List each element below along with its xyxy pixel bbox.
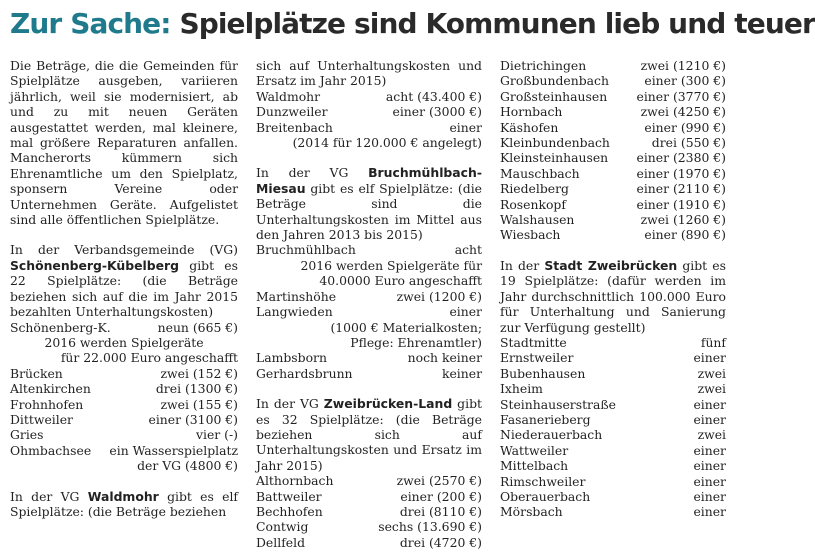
vg-name: Stadt Zweibrücken [544, 257, 678, 273]
list-item: Contwig sechs (13.690 €) [256, 519, 482, 535]
list-item: Altenkirchen drei (1300 €) [10, 381, 238, 397]
list-item: Battweiler einer (200 €) [256, 488, 482, 504]
headline [10, 2, 815, 46]
list-item: Dellfeld drei (4720 €) [256, 534, 482, 550]
list-item: Wattweiler einer [500, 442, 726, 458]
list-item: Ernstweiler einer [500, 350, 726, 366]
list-note: (2014 für 120.000 € angelegt) [292, 135, 482, 151]
list-item: Oberauerbach einer [500, 488, 726, 504]
list-item: Waldmohr acht (43.400 €) [256, 88, 482, 104]
list-item: Kleinsteinhausen einer (2380 €) [500, 150, 726, 166]
list-item: Frohnhofen zwei (155 €) [10, 396, 238, 412]
list-item: Martinshöhe zwei (1200 €) [256, 288, 482, 304]
list-item: Steinhauserstraße einer [500, 396, 726, 412]
list-item: Stadtmitte fünf [500, 334, 726, 350]
list-item: Brücken zwei (152 €) [10, 365, 238, 381]
vg-waldmohr-continued: sich auf Unterhaltungskosten und Ersatz im Jahr 2015) [256, 58, 482, 89]
vg-schoenenberg-intro: In der Verbandsgemeinde (VG) Schönenberg-Kübelberg gibt es 22 Spielplätze: (die Beträge beziehen sich auf die im Jahr 2015 bezahlten Unterhaltungskosten) [10, 242, 238, 320]
list-item: Fasanerieberg einer [500, 411, 726, 427]
column-2 [256, 58, 482, 550]
list-item: Dietrichingen zwei (1210 €) [500, 58, 726, 73]
vg-name: Schönenberg-Kübelberg [10, 257, 180, 273]
list-item: Großsteinhausen einer (3770 €) [500, 88, 726, 104]
list-item: Bechhofen drei (8110 €) [256, 503, 482, 519]
vg-name: Bruchmühlbach-Miesau [256, 165, 482, 196]
vg-bruchmuehlbach-intro: In der VG Bruchmühlbach-Miesau gibt es elf Spielplätze: (die Beträge sind die Unterhaltungskosten im Mittel aus den Jahren 2013 bis 2015) [256, 165, 482, 243]
vg-zweibruecken-land-intro: In der VG Zweibrücken-Land gibt es 32 Spielplätze: (die Beträge beziehen sich auf Unterhaltungskosten und Ersatz im Jahr 2015) [256, 396, 482, 473]
stadt-zweibruecken-intro: In der Stadt Zweibrücken gibt es 19 Spielplätze: (dafür werden im Jahr durchschnittlich 100.000 Euro für Unterhaltung und Sanierung zur Verfügung gestellt) [500, 257, 726, 335]
list-note: für 22.000 Euro angeschafft [60, 350, 238, 366]
vg-waldmohr-intro: In der VG Waldmohr gibt es elf Spielplätze: (die Beträge beziehen [10, 488, 238, 519]
list-item: Wiesbach einer (890 €) [500, 227, 726, 243]
headline-main: Spielplätze sind Kommunen lieb und teuer [179, 7, 815, 40]
list-note: der VG (4800 €) [137, 458, 238, 474]
list-note: 40.0000 Euro angeschafft [319, 273, 482, 289]
list-item: Breitenbach einer [256, 119, 482, 135]
list-item: Niederauerbach zwei [500, 427, 726, 443]
column-1 [10, 58, 238, 519]
list-item: Bruchmühlbach acht [256, 242, 482, 258]
list-item: Riedelberg einer (2110 €) [500, 181, 726, 197]
list-note: Pflege: Ehrenamtler) [350, 334, 482, 350]
list-note: (1000 € Materialkosten; [330, 319, 482, 335]
list-item: Rosenkopf einer (1910 €) [500, 196, 726, 212]
list-item: Althornbach zwei (2570 €) [256, 473, 482, 489]
list-item: Mauschbach einer (1970 €) [500, 165, 726, 181]
list-item: Ohmbachsee ein Wasserspielplatz [10, 442, 238, 458]
list-item: Dunzweiler einer (3000 €) [256, 104, 482, 120]
list-item: Kleinbundenbach drei (550 €) [500, 135, 726, 151]
vg-name: Waldmohr [87, 488, 159, 504]
intro-paragraph: Die Beträge, die die Gemeinden für Spielplätze ausgeben, variieren jährlich, weil sie modernisiert, ab und zu mit neuen Geräten ausgestattet werden, mal kleinere, mal größere Reparaturen anfallen. Mancherorts kümmern sich Ehrenamtliche um den Spielplatz, sponsern Vereine oder Unternehmen Geräte. Aufgelistet sind alle öffentlichen Spielplätze. [10, 58, 238, 228]
list-item: Lambsborn noch keiner [256, 350, 482, 366]
column-3 [500, 58, 726, 520]
list-item: Langwieden einer [256, 304, 482, 320]
list-item: Ixheim zwei [500, 381, 726, 397]
list-item: Hornbach zwei (4250 €) [500, 104, 726, 120]
list-item: Mittelbach einer [500, 458, 726, 474]
vg-name: Zweibrücken-Land [323, 396, 453, 412]
list-item: Großbundenbach einer (300 €) [500, 73, 726, 89]
list-item: Käshofen einer (990 €) [500, 119, 726, 135]
list-item: Dittweiler einer (3100 €) [10, 411, 238, 427]
list-item: Walshausen zwei (1260 €) [500, 212, 726, 228]
list-item: Gries vier (-) [10, 427, 238, 443]
list-note: 2016 werden Spielgeräte [44, 334, 204, 350]
list-item: Mörsbach einer [500, 504, 726, 520]
list-item: Rimschweiler einer [500, 473, 726, 489]
list-note: 2016 werden Spielgeräte für [300, 257, 482, 273]
list-item: Gerhardsbrunn keiner [256, 365, 482, 381]
list-item: Bubenhausen zwei [500, 365, 726, 381]
headline-prefix: Zur Sache: [10, 7, 171, 40]
list-item: Schönenberg-K. neun (665 €) [10, 319, 238, 335]
